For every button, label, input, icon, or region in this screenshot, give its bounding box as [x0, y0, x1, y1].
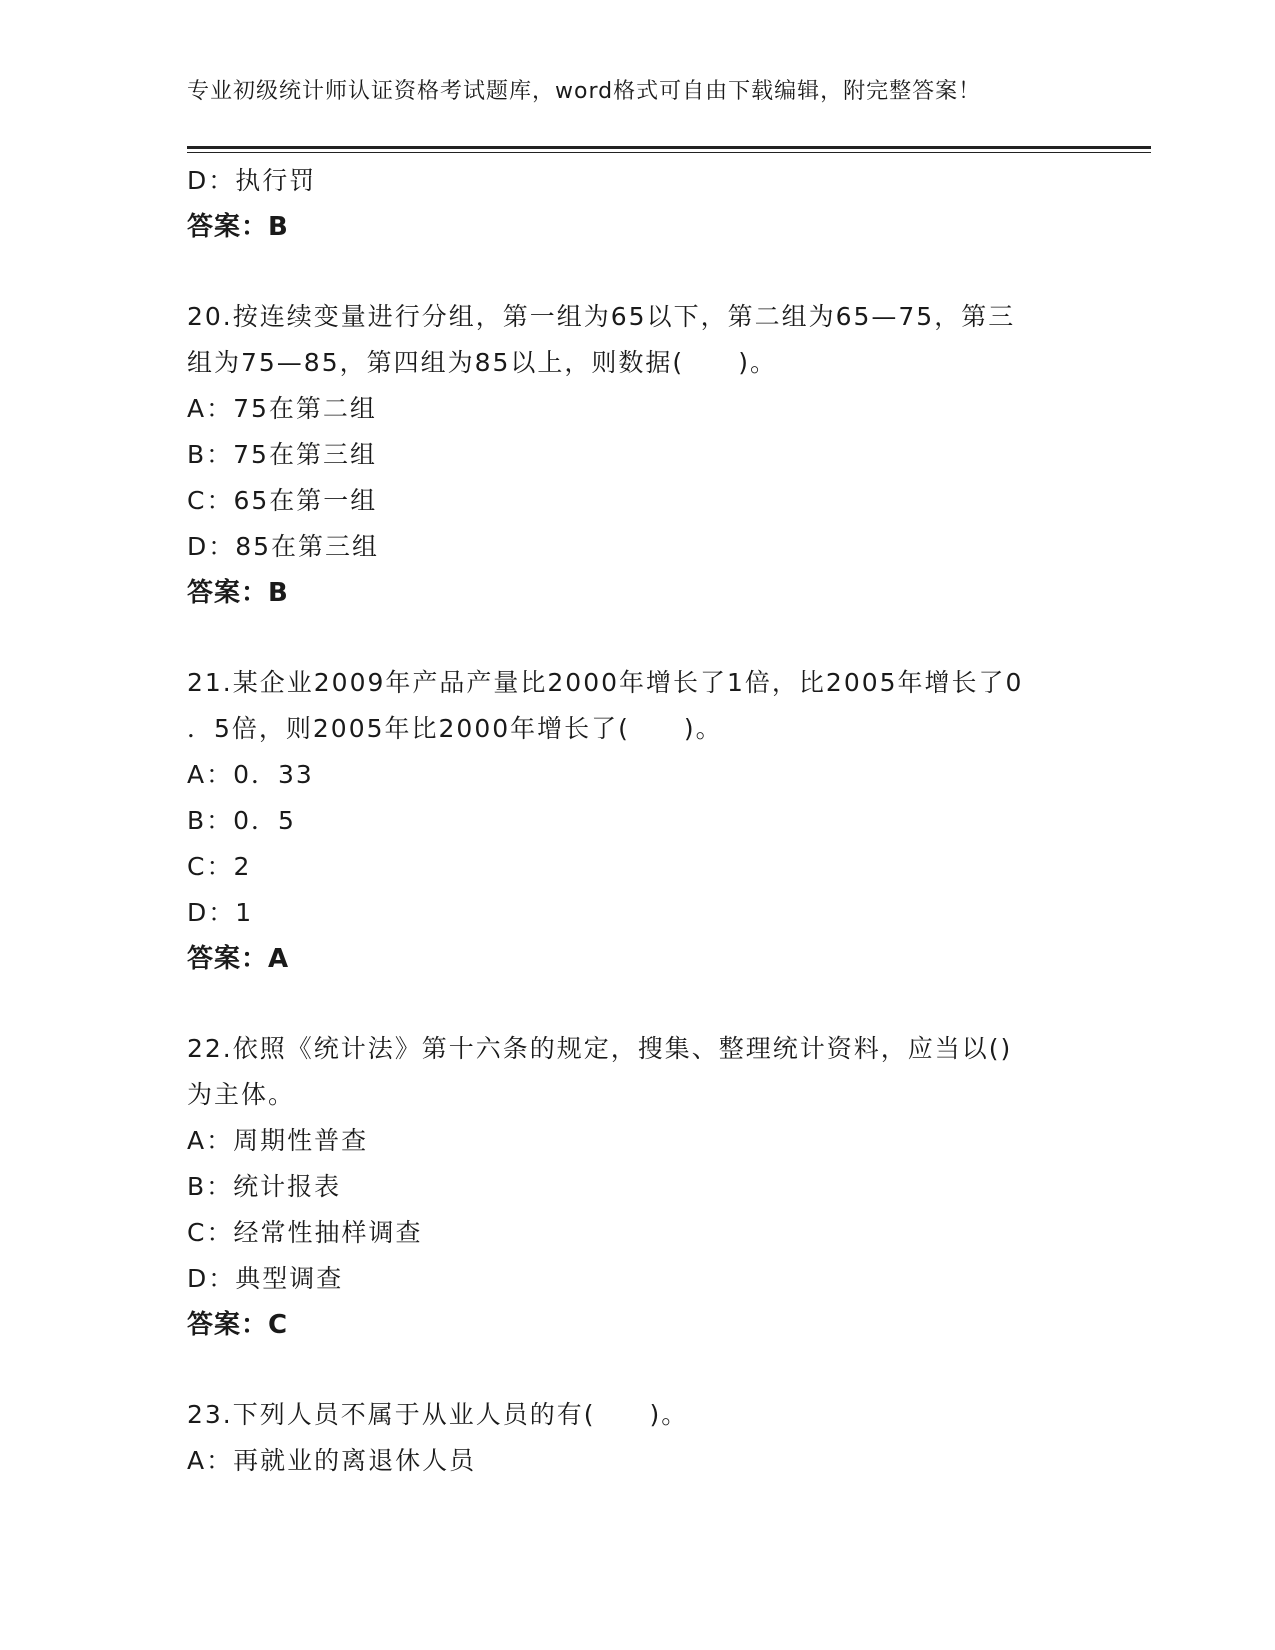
question-text-line: 20.按连续变量进行分组，第一组为65以下，第二组为65—75，第三 — [187, 302, 1016, 331]
section-gap — [187, 616, 1087, 660]
option-line: A：再就业的离退休人员 — [187, 1446, 477, 1475]
question-text-line: 组为75—85，第四组为85以上，则数据( )。 — [187, 348, 777, 377]
option-line: A：周期性普查 — [187, 1126, 369, 1155]
question-text-line: 23.下列人员不属于从业人员的有( )。 — [187, 1400, 689, 1429]
option-line: D：典型调查 — [187, 1264, 344, 1293]
option-line: C：65在第一组 — [187, 486, 378, 515]
option-line: A：75在第二组 — [187, 394, 377, 423]
option-line: B：统计报表 — [187, 1172, 342, 1201]
option-line: D：1 — [187, 898, 254, 927]
header-rule-thin — [187, 152, 1151, 153]
option-line: C：2 — [187, 852, 252, 881]
question-text-line: 为主体。 — [187, 1080, 296, 1109]
option-line: B：0．5 — [187, 806, 296, 835]
page-header: 专业初级统计师认证资格考试题库，word格式可自由下载编辑，附完整答案！ — [187, 79, 982, 104]
answer-line: 答案：A — [187, 944, 290, 974]
section-gap — [187, 982, 1087, 1026]
question-text-line: ．5倍，则2005年比2000年增长了( )。 — [187, 714, 723, 743]
question-text-line: 21.某企业2009年产品产量比2000年增长了1倍，比2005年增长了0 — [187, 668, 1024, 697]
answer-line: 答案：C — [187, 1310, 289, 1340]
answer-line: 答案：B — [187, 212, 289, 242]
section-gap — [187, 1348, 1087, 1392]
option-line: B：75在第三组 — [187, 440, 377, 469]
header-rule-thick — [187, 146, 1151, 149]
option-line: A：0．33 — [187, 760, 314, 789]
option-line: D：执行罚 — [187, 166, 317, 195]
section-gap — [187, 250, 1087, 294]
option-line: C：经常性抽样调查 — [187, 1218, 423, 1247]
option-line: D：85在第三组 — [187, 532, 380, 561]
question-list — [187, 158, 1087, 1484]
answer-line: 答案：B — [187, 578, 289, 608]
question-text-line: 22.依照《统计法》第十六条的规定，搜集、整理统计资料，应当以() — [187, 1034, 1013, 1063]
